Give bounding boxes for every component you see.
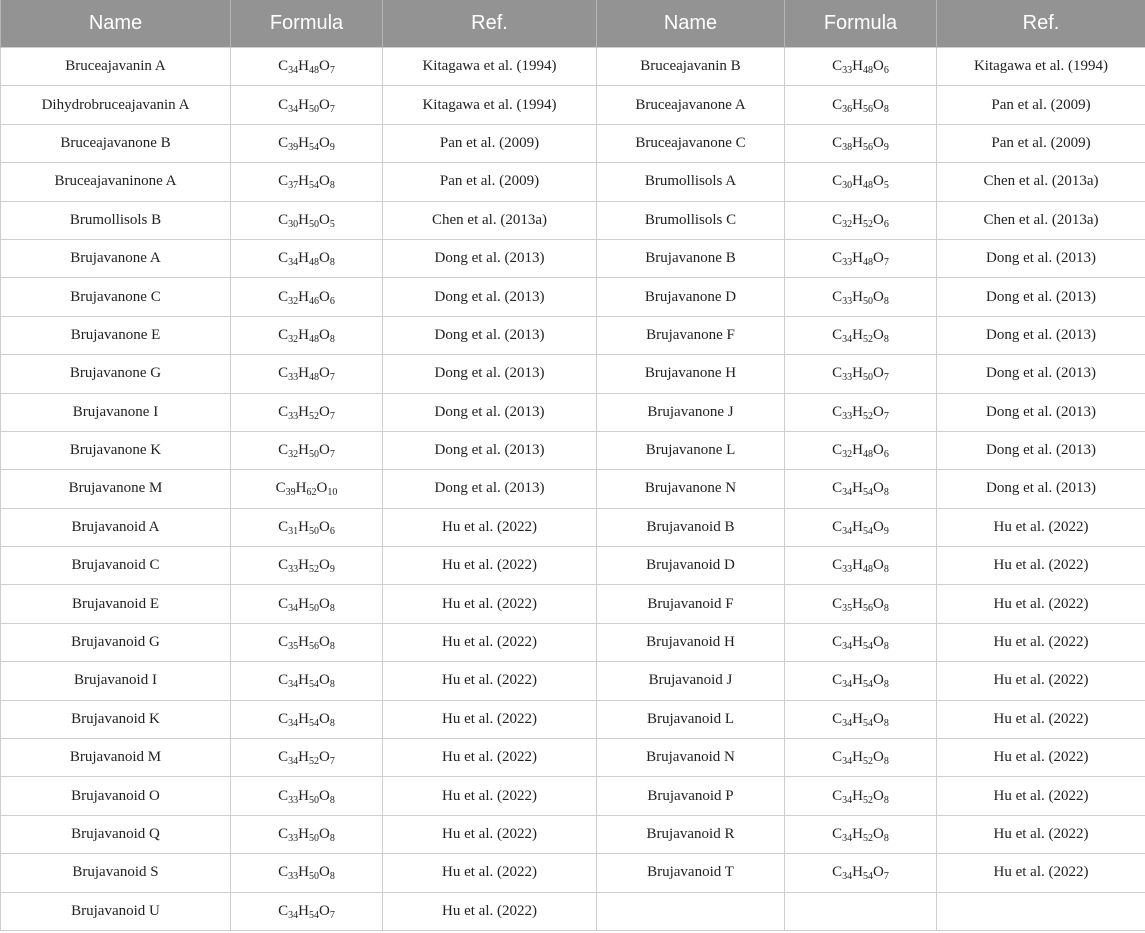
reference-cell: Hu et al. (2022): [383, 623, 597, 661]
header-formula-2: Formula: [785, 0, 937, 48]
formula-cell: $C_{33}H_{48}O_8$: [785, 547, 937, 585]
compound-name-cell: Brujavanoid Q: [1, 815, 231, 853]
compound-name-cell: Brujavanoid E: [1, 585, 231, 623]
table-row: [1, 739, 1145, 777]
compound-name-cell: Bruceajavanone C: [597, 124, 785, 162]
compound-name-cell: Brujavanone M: [1, 470, 231, 508]
compound-name-cell: Bruceajavanone B: [1, 124, 231, 162]
reference-cell: Hu et al. (2022): [383, 777, 597, 815]
table-row: [1, 777, 1145, 815]
reference-cell: Kitagawa et al. (1994): [937, 48, 1145, 86]
reference-cell: Kitagawa et al. (1994): [383, 86, 597, 124]
compound-name-cell: Brujavanoid J: [597, 662, 785, 700]
compound-name-cell: Brujavanone G: [1, 355, 231, 393]
compound-name-cell: Brujavanone L: [597, 431, 785, 469]
reference-cell: Dong et al. (2013): [937, 431, 1145, 469]
formula-cell: $C_{34}H_{54}O_8$: [785, 470, 937, 508]
formula-cell: $C_{32}H_{52}O_6$: [785, 201, 937, 239]
table-body: [1, 48, 1145, 931]
reference-cell: Hu et al. (2022): [937, 700, 1145, 738]
header-name-2: Name: [597, 0, 785, 48]
compound-name-cell: Brujavanoid H: [597, 623, 785, 661]
formula-cell: $C_{33}H_{52}O_7$: [785, 393, 937, 431]
compound-name-cell: Brujavanoid N: [597, 739, 785, 777]
compound-name-cell: Brujavanoid C: [1, 547, 231, 585]
table-row: [1, 815, 1145, 853]
compound-name-cell: Brujavanoid A: [1, 508, 231, 546]
header-ref-1: Ref.: [383, 0, 597, 48]
reference-cell: Pan et al. (2009): [937, 124, 1145, 162]
reference-cell: Dong et al. (2013): [383, 316, 597, 354]
formula-cell: $C_{34}H_{54}O_9$: [785, 508, 937, 546]
reference-cell: Hu et al. (2022): [937, 547, 1145, 585]
compound-name-cell: Brujavanone D: [597, 278, 785, 316]
reference-cell: Dong et al. (2013): [383, 431, 597, 469]
compound-name-cell: Brujavanoid S: [1, 854, 231, 892]
formula-cell: $C_{34}H_{52}O_8$: [785, 777, 937, 815]
compound-name-cell: Bruceajavanin B: [597, 48, 785, 86]
reference-cell: Dong et al. (2013): [937, 355, 1145, 393]
reference-cell: Chen et al. (2013a): [937, 201, 1145, 239]
formula-cell: $C_{31}H_{50}O_6$: [231, 508, 383, 546]
compound-name-cell: Brumollisols B: [1, 201, 231, 239]
header-name-1: Name: [1, 0, 231, 48]
reference-cell: Pan et al. (2009): [383, 163, 597, 201]
compound-name-cell: Brujavanoid L: [597, 700, 785, 738]
reference-cell: Chen et al. (2013a): [383, 201, 597, 239]
compound-name-cell: Brujavanone C: [1, 278, 231, 316]
formula-cell: $C_{34}H_{48}O_8$: [231, 239, 383, 277]
reference-cell: Kitagawa et al. (1994): [383, 48, 597, 86]
formula-cell: $C_{30}H_{48}O_5$: [785, 163, 937, 201]
compound-name-cell: Brujavanone H: [597, 355, 785, 393]
formula-cell: $C_{33}H_{52}O_7$: [231, 393, 383, 431]
formula-cell: $C_{34}H_{54}O_8$: [231, 662, 383, 700]
formula-cell: $C_{36}H_{56}O_8$: [785, 86, 937, 124]
formula-cell: $C_{33}H_{50}O_7$: [785, 355, 937, 393]
formula-cell: $C_{33}H_{50}O_8$: [231, 777, 383, 815]
reference-cell: Hu et al. (2022): [937, 623, 1145, 661]
formula-cell: $C_{35}H_{56}O_8$: [785, 585, 937, 623]
formula-cell: $C_{34}H_{52}O_8$: [785, 815, 937, 853]
table-row: [1, 585, 1145, 623]
reference-cell: Dong et al. (2013): [383, 393, 597, 431]
reference-cell: Pan et al. (2009): [383, 124, 597, 162]
compound-name-cell: Brujavanone J: [597, 393, 785, 431]
reference-cell: Hu et al. (2022): [383, 662, 597, 700]
reference-cell: Chen et al. (2013a): [937, 163, 1145, 201]
header-formula-1: Formula: [231, 0, 383, 48]
table-row: [1, 508, 1145, 546]
reference-cell: Hu et al. (2022): [937, 662, 1145, 700]
reference-cell: Dong et al. (2013): [383, 278, 597, 316]
compound-name-cell: Brujavanoid P: [597, 777, 785, 815]
compound-name-cell: Brujavanoid O: [1, 777, 231, 815]
formula-cell: $C_{30}H_{50}O_5$: [231, 201, 383, 239]
table-row: [1, 86, 1145, 124]
formula-cell: $C_{34}H_{54}O_8$: [785, 700, 937, 738]
formula-cell: $C_{34}H_{50}O_8$: [231, 585, 383, 623]
compound-name-cell: Brumollisols C: [597, 201, 785, 239]
reference-cell: Hu et al. (2022): [383, 547, 597, 585]
formula-cell: $C_{33}H_{50}O_8$: [231, 854, 383, 892]
formula-cell: $C_{34}H_{52}O_8$: [785, 739, 937, 777]
formula-cell: $C_{33}H_{52}O_9$: [231, 547, 383, 585]
compound-name-cell: Brujavanoid B: [597, 508, 785, 546]
header-row: [1, 0, 1145, 48]
formula-cell: $C_{32}H_{48}O_8$: [231, 316, 383, 354]
table-row: [1, 892, 1145, 930]
reference-cell: Hu et al. (2022): [383, 815, 597, 853]
reference-cell: Dong et al. (2013): [937, 393, 1145, 431]
reference-cell: Hu et al. (2022): [937, 585, 1145, 623]
formula-cell: $C_{32}H_{50}O_7$: [231, 431, 383, 469]
compound-name-cell: Bruceajavanone A: [597, 86, 785, 124]
reference-cell: Dong et al. (2013): [383, 239, 597, 277]
compound-name-cell: Bruceajavaninone A: [1, 163, 231, 201]
reference-cell: Pan et al. (2009): [937, 86, 1145, 124]
formula-cell: $C_{39}H_{62}O_{10}$: [231, 470, 383, 508]
formula-cell: $C_{34}H_{54}O_7$: [231, 892, 383, 930]
reference-cell: Dong et al. (2013): [937, 470, 1145, 508]
compound-name-cell: Brujavanoid U: [1, 892, 231, 930]
table-row: [1, 700, 1145, 738]
reference-cell: Hu et al. (2022): [383, 892, 597, 930]
compound-name-cell: Brujavanoid G: [1, 623, 231, 661]
compound-name-cell: Brujavanone B: [597, 239, 785, 277]
table-row: [1, 547, 1145, 585]
formula-cell: $C_{38}H_{56}O_9$: [785, 124, 937, 162]
formula-cell: $C_{34}H_{52}O_7$: [231, 739, 383, 777]
formula-cell: $C_{37}H_{54}O_8$: [231, 163, 383, 201]
reference-cell: Dong et al. (2013): [937, 316, 1145, 354]
formula-cell: $C_{34}H_{54}O_7$: [785, 854, 937, 892]
reference-cell: Hu et al. (2022): [937, 854, 1145, 892]
compound-name-cell: Brujavanone F: [597, 316, 785, 354]
table-row: [1, 393, 1145, 431]
table-row: [1, 623, 1145, 661]
table-row: [1, 470, 1145, 508]
table-row: [1, 355, 1145, 393]
compound-name-cell: Brumollisols A: [597, 163, 785, 201]
compound-name-cell: [597, 892, 785, 930]
table-row: [1, 316, 1145, 354]
formula-cell: $C_{33}H_{48}O_7$: [785, 239, 937, 277]
formula-cell: [785, 892, 937, 930]
formula-cell: $C_{32}H_{48}O_6$: [785, 431, 937, 469]
compound-name-cell: Brujavanoid T: [597, 854, 785, 892]
compound-name-cell: Brujavanoid M: [1, 739, 231, 777]
table-row: [1, 278, 1145, 316]
table-row: [1, 239, 1145, 277]
table-row: [1, 48, 1145, 86]
compound-name-cell: Dihydrobruceajavanin A: [1, 86, 231, 124]
reference-cell: Hu et al. (2022): [383, 585, 597, 623]
reference-cell: [937, 892, 1145, 930]
compound-name-cell: Brujavanoid I: [1, 662, 231, 700]
formula-cell: $C_{39}H_{54}O_9$: [231, 124, 383, 162]
table-header: [1, 0, 1145, 48]
reference-cell: Dong et al. (2013): [383, 355, 597, 393]
formula-cell: $C_{34}H_{48}O_7$: [231, 48, 383, 86]
compound-name-cell: Brujavanone K: [1, 431, 231, 469]
reference-cell: Hu et al. (2022): [383, 700, 597, 738]
reference-cell: Hu et al. (2022): [937, 739, 1145, 777]
table-row: [1, 163, 1145, 201]
formula-cell: $C_{33}H_{48}O_6$: [785, 48, 937, 86]
compound-name-cell: Brujavanone I: [1, 393, 231, 431]
reference-cell: Hu et al. (2022): [383, 508, 597, 546]
reference-cell: Hu et al. (2022): [937, 777, 1145, 815]
compound-name-cell: Brujavanoid K: [1, 700, 231, 738]
formula-cell: $C_{34}H_{54}O_8$: [231, 700, 383, 738]
reference-cell: Dong et al. (2013): [937, 239, 1145, 277]
compound-name-cell: Bruceajavanin A: [1, 48, 231, 86]
formula-cell: $C_{32}H_{46}O_6$: [231, 278, 383, 316]
compound-name-cell: Brujavanoid D: [597, 547, 785, 585]
table-row: [1, 201, 1145, 239]
reference-cell: Hu et al. (2022): [937, 815, 1145, 853]
formula-cell: $C_{34}H_{52}O_8$: [785, 316, 937, 354]
reference-cell: Dong et al. (2013): [383, 470, 597, 508]
compound-name-cell: Brujavanoid F: [597, 585, 785, 623]
formula-cell: $C_{33}H_{50}O_8$: [231, 815, 383, 853]
table-row: [1, 662, 1145, 700]
compound-name-cell: Brujavanone N: [597, 470, 785, 508]
header-ref-2: Ref.: [937, 0, 1145, 48]
formula-cell: $C_{35}H_{56}O_8$: [231, 623, 383, 661]
compound-name-cell: Brujavanoid R: [597, 815, 785, 853]
reference-cell: Dong et al. (2013): [937, 278, 1145, 316]
table-row: [1, 854, 1145, 892]
reference-cell: Hu et al. (2022): [383, 854, 597, 892]
formula-cell: $C_{34}H_{50}O_7$: [231, 86, 383, 124]
formula-cell: $C_{33}H_{48}O_7$: [231, 355, 383, 393]
reference-cell: Hu et al. (2022): [937, 508, 1145, 546]
formula-cell: $C_{34}H_{54}O_8$: [785, 662, 937, 700]
table-row: [1, 431, 1145, 469]
table-row: [1, 124, 1145, 162]
formula-cell: $C_{33}H_{50}O_8$: [785, 278, 937, 316]
reference-cell: Hu et al. (2022): [383, 739, 597, 777]
compound-name-cell: Brujavanone E: [1, 316, 231, 354]
compound-name-cell: Brujavanone A: [1, 239, 231, 277]
formula-cell: $C_{34}H_{54}O_8$: [785, 623, 937, 661]
